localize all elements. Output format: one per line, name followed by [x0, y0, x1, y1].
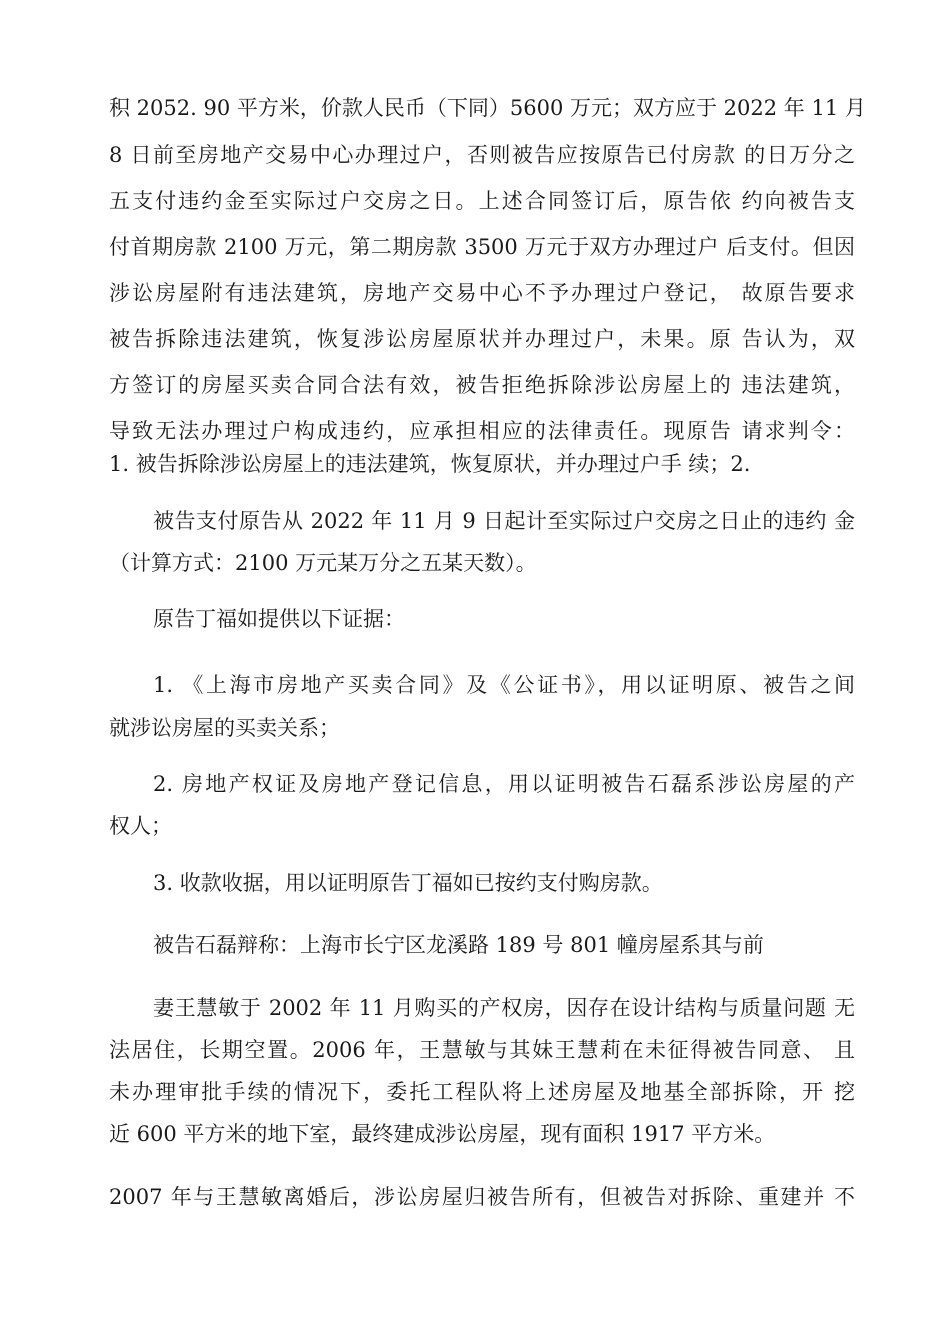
text-line: 涉讼房屋附有违法建筑，房地产交易中心不予办理过户登记， 故原告要求 [109, 281, 855, 305]
text-line: 2007 年与王慧敏离婚后，涉讼房屋归被告所有，但被告对拆除、重建并 不 [109, 1185, 855, 1209]
text-line: 方签订的房屋买卖合同合法有效，被告拒绝拆除涉讼房屋上的 违法建筑， [109, 373, 855, 397]
text-line: 1. 被告拆除涉讼房屋上的违法建筑，恢复原状，并办理过户手 续；2. [109, 452, 751, 476]
text-line: 被告支付原告从 2022 年 11 月 9 日起计至实际过户交房之日止的违约 金 [153, 509, 855, 533]
text-line: 妻王慧敏于 2002 年 11 月购买的产权房，因存在设计结构与质量问题 无 [153, 996, 855, 1020]
text-line: 未办理审批手续的情况下，委托工程队将上述房屋及地基全部拆除，开 挖 [109, 1080, 855, 1104]
text-line: 付首期房款 2100 万元，第二期房款 3500 万元于双方办理过户 后支付。但因 [109, 235, 855, 259]
text-line: 就涉讼房屋的买卖关系； [109, 716, 340, 740]
text-line: 3. 收款收据，用以证明原告丁福如已按约支付购房款。 [153, 871, 663, 895]
text-line: 被告拆除违法建筑，恢复涉讼房屋原状并办理过户，未果。原 告认为，双 [109, 327, 855, 351]
text-line: 原告丁福如提供以下证据： [153, 607, 405, 631]
text-line: 1. 《上海市房地产买卖合同》及《公证书》，用以证明原、被告之间 [153, 673, 855, 697]
text-line: 导致无法办理过户构成违约，应承担相应的法律责任。现原告 请求判令： [109, 419, 855, 443]
text-line: 积 2052. 90 平方米，价款人民币（下同）5600 万元；双方应于 2022 年 11 月 [109, 96, 866, 120]
text-line: （计算方式：2100 万元某万分之五某天数）。 [109, 551, 537, 575]
text-line: 8 日前至房地产交易中心办理过户，否则被告应按原告已付房款 的日万分之 [109, 143, 855, 167]
text-line: 2. 房地产权证及房地产登记信息，用以证明被告石磊系涉讼房屋的产 [153, 772, 855, 796]
text-line: 近 600 平方米的地下室，最终建成涉讼房屋，现有面积 1917 平方米。 [109, 1122, 776, 1146]
text-line: 被告石磊辩称：上海市长宁区龙溪路 189 号 801 幢房屋系其与前 [153, 933, 764, 957]
text-line: 五支付违约金至实际过户交房之日。上述合同签订后，原告依 约向被告支 [109, 189, 855, 213]
text-line: 法居住，长期空置。2006 年，王慧敏与其妹王慧莉在未征得被告同意、 且 [109, 1038, 855, 1062]
text-line: 权人； [109, 814, 172, 838]
